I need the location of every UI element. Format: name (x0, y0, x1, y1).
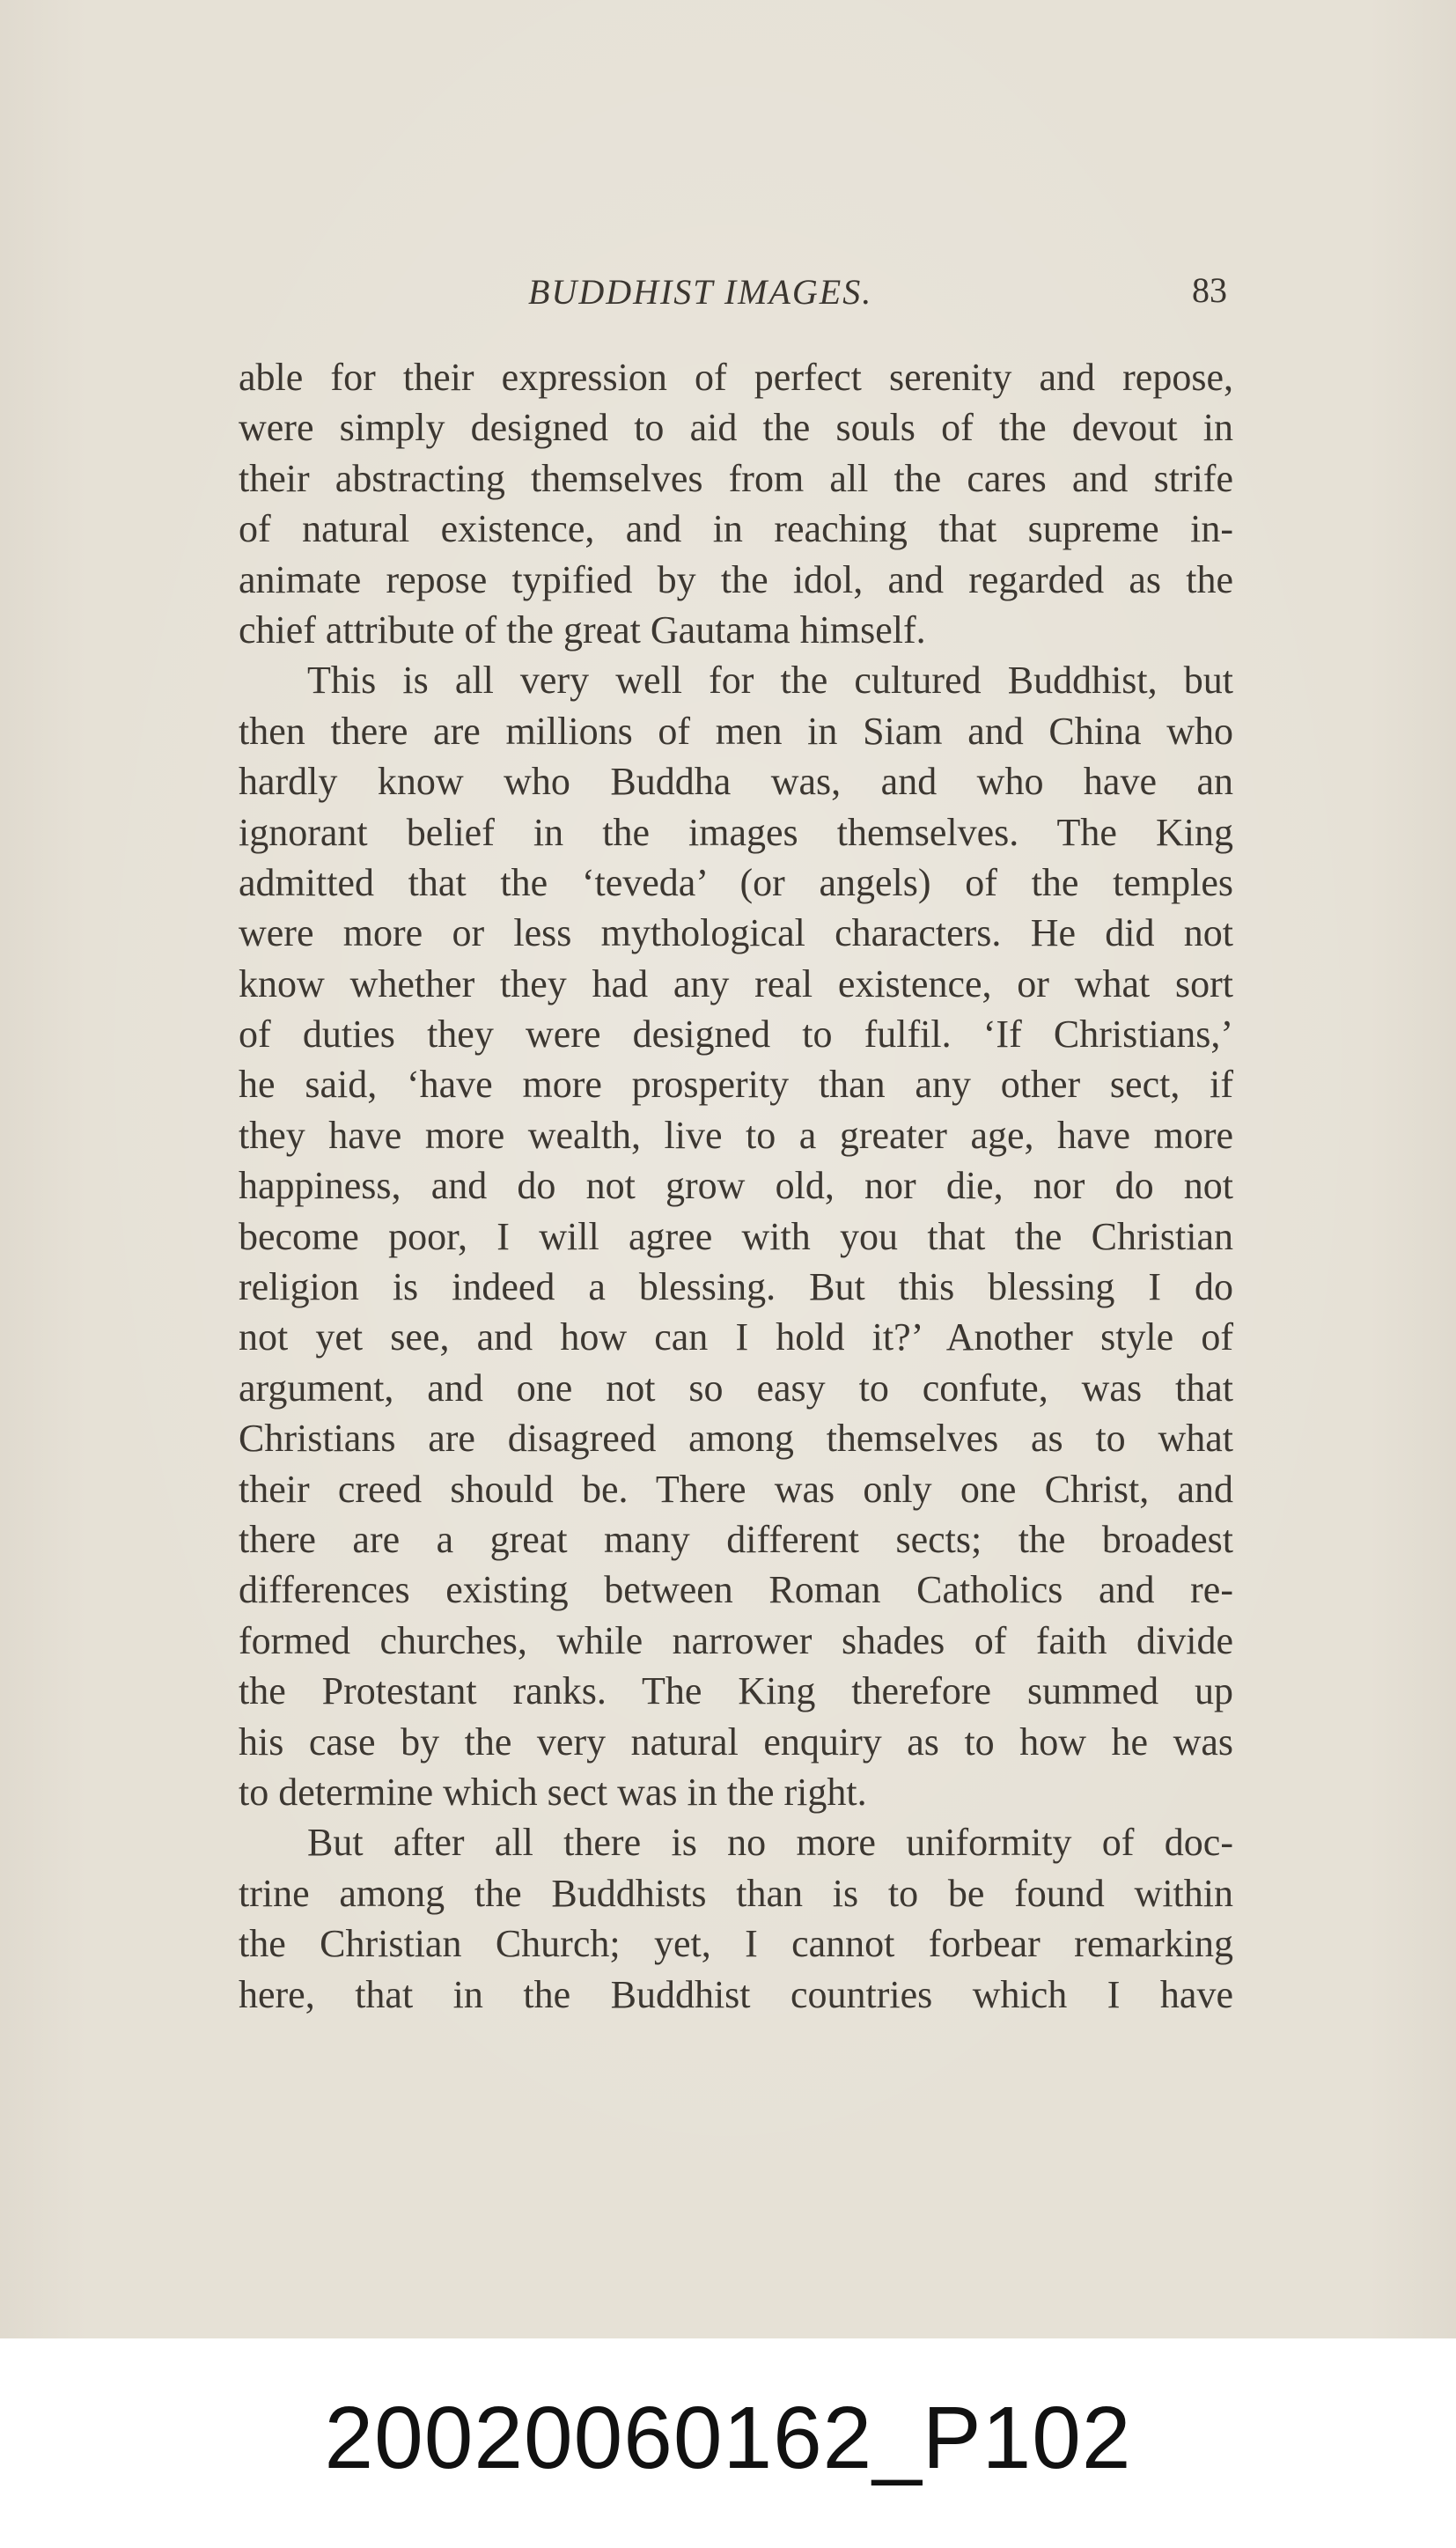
text-line: Christians are disagreed among themselves as to what (239, 1417, 1233, 1461)
text-line: their creed should be. There was only one Christ, and (239, 1467, 1233, 1511)
text-line: become poor, I will agree with you that the Christian (239, 1214, 1233, 1258)
running-head: BUDDHIST IMAGES. (528, 272, 873, 312)
text-line: the Christian Church; yet, I cannot forbear remarking (239, 1922, 1233, 1966)
body-text (239, 352, 1233, 2020)
paragraph-start-line: But after all there is no more uniformity of doc- (307, 1821, 1233, 1865)
text-line: his case by the very natural enquiry as to how he was (239, 1720, 1233, 1764)
text-line: hardly know who Buddha was, and who have an (239, 760, 1233, 804)
text-line: ignorant belief in the images themselves. The King (239, 810, 1233, 854)
text-line: to determine which sect was in the right. (239, 1770, 867, 1814)
text-line: religion is indeed a blessing. But this blessing I do (239, 1265, 1233, 1309)
text-line: of natural existence, and in reaching that supreme in- (239, 507, 1233, 551)
text-line: trine among the Buddhists than is to be found within (239, 1871, 1233, 1915)
text-line: their abstracting themselves from all the cares and strife (239, 456, 1233, 500)
text-line: formed churches, while narrower shades of faith divide (239, 1618, 1233, 1662)
text-line: there are a great many different sects; the broadest (239, 1517, 1233, 1561)
text-line: argument, and one not so easy to confute, was that (239, 1366, 1233, 1410)
text-line: happiness, and do not grow old, nor die, nor do not (239, 1164, 1233, 1208)
text-line: were simply designed to aid the souls of the devout in (239, 406, 1233, 450)
page-number: 83 (1192, 270, 1227, 310)
text-line: they have more wealth, live to a greater age, have more (239, 1113, 1233, 1157)
text-line: differences existing between Roman Catholics and re- (239, 1568, 1233, 1612)
text-line: not yet see, and how can I hold it?’ Another style of (239, 1315, 1233, 1359)
text-line: know whether they had any real existence, or what sort (239, 961, 1233, 1005)
text-line: here, that in the Buddhist countries which I have (239, 1972, 1233, 2016)
text-line: were more or less mythological characters. He did not (239, 911, 1233, 955)
paragraph-start-line: This is all very well for the cultured Buddhist, but (307, 659, 1233, 703)
text-line: of duties they were designed to fulfil. ‘If Christians,’ (239, 1013, 1233, 1057)
image-identifier: 20020060162_P102 (324, 2389, 1132, 2487)
text-line: he said, ‘have more prosperity than any other sect, if (239, 1063, 1233, 1107)
text-line: chief attribute of the great Gautama himself. (239, 608, 926, 652)
text-line: admitted that the ‘teveda’ (or angels) of the temples (239, 860, 1233, 904)
text-line: the Protestant ranks. The King therefore summed up (239, 1669, 1233, 1713)
text-line: then there are millions of men in Siam and China who (239, 709, 1233, 753)
text-line: able for their expression of perfect serenity and repose, (239, 356, 1233, 399)
text-line: animate repose typified by the idol, and regarded as the (239, 557, 1233, 601)
